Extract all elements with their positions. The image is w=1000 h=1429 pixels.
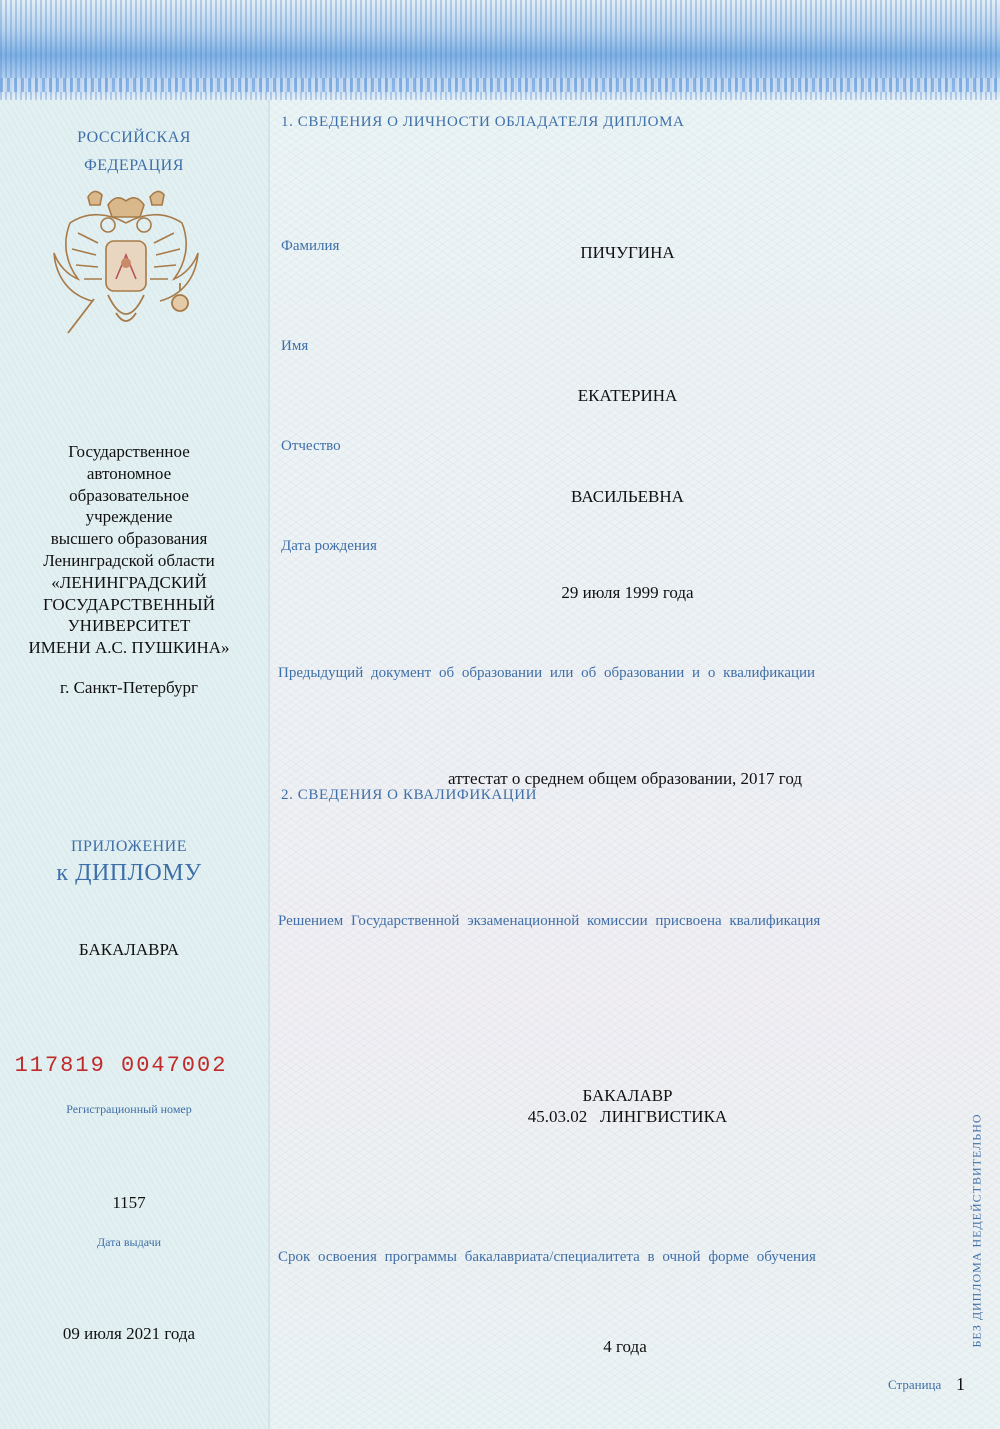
vertical-note-text: БЕЗ ДИПЛОМА НЕДЕЙСТВИТЕЛЬНО (969, 1112, 984, 1348)
page-number: 1 (956, 1374, 965, 1394)
org-line: Государственное (68, 442, 190, 461)
duration-label: Срок освоения программы бакалавриата/специалитета в очной форме обучения (278, 1249, 816, 1265)
serial-number: 117819 0047002 (14, 1053, 228, 1078)
org-line: Ленинградской области (43, 550, 215, 570)
appendix-label: ПРИЛОЖЕНИЕ (70, 838, 187, 855)
patronymic-value: ВАСИЛЬЕВНА (571, 487, 684, 506)
decision-label: Решением Государственной экзаменационной комиссии присвоена квалификация (278, 913, 821, 929)
qualification-value: БАКАЛАВР (582, 1086, 673, 1105)
org-line: УНИВЕРСИТЕТ (67, 616, 191, 636)
country-name (20, 124, 248, 180)
org-line: «ЛЕНИНГРАДСКИЙ (51, 572, 207, 592)
specialty-value: 45.03.02 ЛИНГВИСТИКА (527, 1107, 728, 1126)
prev-doc-value: аттестат о среднем общем образовании, 2017 год (447, 769, 803, 788)
org-line: ИМЕНИ А.С. ПУШКИНА» (28, 638, 230, 658)
name-label: Имя (281, 338, 309, 354)
page-label: Страница (888, 1377, 942, 1392)
birth-date-value: 29 июля 1999 года (561, 583, 694, 602)
reg-number-label: Регистрационный номер (66, 1102, 192, 1116)
country-line-1: РОССИЙСКАЯ (77, 129, 191, 146)
surname-value: ПИЧУГИНА (580, 243, 675, 262)
panel-divider (268, 100, 270, 1429)
issue-date-label: Дата выдачи (96, 1235, 162, 1249)
decorative-top-band (0, 0, 1000, 100)
country-line-2: ФЕДЕРАЦИЯ (84, 157, 184, 174)
city: г. Санкт-Петербург (60, 678, 198, 697)
appendix-title: к ДИПЛОМУ (56, 860, 202, 886)
org-line: автономное (86, 463, 172, 483)
degree-level: БАКАЛАВРА (78, 940, 180, 959)
surname-label: Фамилия (281, 238, 340, 254)
org-line: ГОСУДАРСТВЕННЫЙ (43, 594, 215, 614)
section1-heading: 1. СВЕДЕНИЯ О ЛИЧНОСТИ ОБЛАДАТЕЛЯ ДИПЛОМА (281, 114, 685, 130)
section2-heading: 2. СВЕДЕНИЯ О КВАЛИФИКАЦИИ (281, 787, 538, 803)
vertical-validity-note (957, 1080, 997, 1380)
org-line: образовательное (69, 485, 189, 505)
patronymic-label: Отчество (281, 438, 341, 454)
coat-of-arms-icon (48, 183, 204, 343)
name-value: ЕКАТЕРИНА (577, 386, 678, 405)
org-line: высшего образования (50, 529, 208, 549)
birth-date-label: Дата рождения (281, 538, 377, 554)
org-line: учреждение (85, 507, 173, 527)
organization-name (10, 441, 248, 659)
prev-doc-label: Предыдущий документ об образовании или об образовании и о квалификации (278, 665, 816, 681)
issue-date: 09 июля 2021 года (62, 1324, 196, 1343)
reg-number: 1157 (112, 1193, 146, 1212)
duration-value: 4 года (603, 1337, 647, 1356)
